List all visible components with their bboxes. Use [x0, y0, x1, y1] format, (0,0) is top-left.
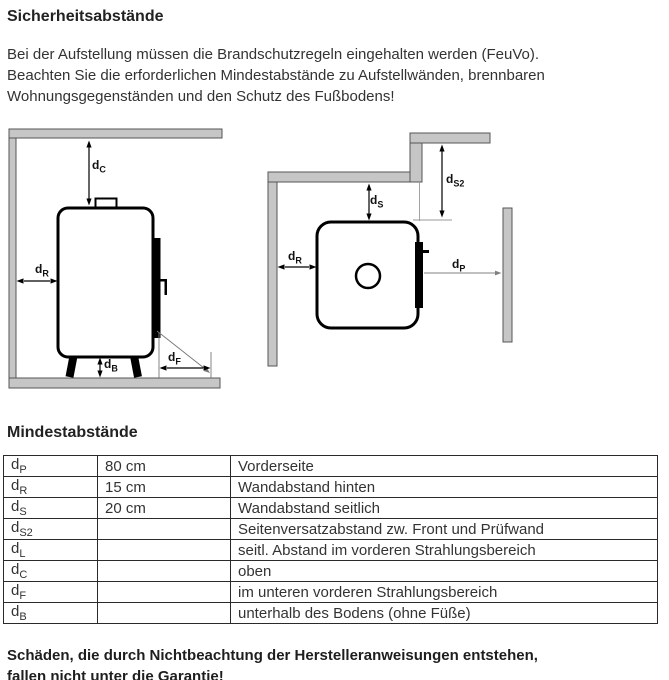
ds2-label: $d_{S2}$ — [446, 172, 465, 189]
floor — [9, 378, 220, 388]
value-cell — [98, 582, 231, 603]
min-distance-table — [3, 455, 657, 624]
test-wall — [503, 208, 512, 342]
symbol-cell: $d_L$ — [4, 540, 98, 561]
wall-rear — [268, 172, 277, 366]
table-row — [4, 477, 658, 498]
description-cell: Seitenversatzabstand zw. Front und Prüfwand — [231, 519, 658, 540]
stove-leg-left — [70, 356, 74, 377]
dc-label: $d_C$ — [92, 158, 106, 175]
table-row — [4, 561, 658, 582]
value-cell — [98, 519, 231, 540]
description-cell: Wandabstand hinten — [231, 477, 658, 498]
ds-label: $d_S$ — [370, 193, 384, 210]
description-cell: Wandabstand seitlich — [231, 498, 658, 519]
stove-front-view — [58, 208, 153, 357]
df-label: $d_F$ — [168, 350, 181, 367]
symbol-cell: $d_P$ — [4, 456, 98, 477]
symbol-cell: $d_C$ — [4, 561, 98, 582]
warning-line: Schäden, die durch Nichtbeachtung der Herstelleranweisungen entstehen, — [7, 647, 538, 664]
stove-door-top-view — [415, 242, 423, 308]
flue-outlet-circle — [356, 264, 380, 288]
symbol-cell: $d_F$ — [4, 582, 98, 603]
symbol-cell: $d_S$ — [4, 498, 98, 519]
top-view-diagram — [268, 133, 512, 366]
description-cell: unterhalb des Bodens (ohne Füße) — [231, 603, 658, 624]
table-row — [4, 540, 658, 561]
value-cell — [98, 540, 231, 561]
ds2-arrow — [439, 145, 444, 218]
front-view-diagram — [9, 129, 222, 388]
door-handle-top-view — [423, 250, 429, 253]
warranty-warning — [7, 645, 538, 680]
dr-label-front: $d_R$ — [35, 262, 49, 279]
symbol-cell: $d_B$ — [4, 603, 98, 624]
value-cell — [98, 561, 231, 582]
value-cell: 15 cm — [98, 477, 231, 498]
dp-label: $d_P$ — [452, 257, 466, 274]
symbol-cell: $d_{S2}$ — [4, 519, 98, 540]
radiation-diagonal — [157, 331, 207, 370]
description-cell: im unteren vorderen Strahlungsbereich — [231, 582, 658, 603]
wall-offset-upper — [410, 133, 490, 143]
wall-left — [9, 129, 16, 388]
intro-line: Wohnungsgegenständen und den Schutz des Fußbodens! — [7, 88, 395, 105]
stove-leg-right — [134, 356, 138, 377]
door-handle — [165, 279, 168, 295]
db-arrow — [97, 358, 102, 378]
value-cell — [98, 603, 231, 624]
section-heading: Mindestabstände — [7, 424, 138, 441]
value-cell: 80 cm — [98, 456, 231, 477]
db-label: $d_B$ — [104, 357, 118, 374]
description-cell: oben — [231, 561, 658, 582]
table-row — [4, 498, 658, 519]
table-row — [4, 582, 658, 603]
table-row — [4, 603, 658, 624]
table-row — [4, 456, 658, 477]
dr-label-top: $d_R$ — [288, 249, 302, 266]
page-title: Sicherheitsabstände — [7, 8, 164, 25]
warning-line: fallen nicht unter die Garantie! — [7, 668, 224, 680]
intro-line: Beachten Sie die erforderlichen Mindestabstände zu Aufstellwänden, brennbaren — [7, 67, 545, 84]
ceiling — [9, 129, 222, 138]
description-cell: seitl. Abstand im vorderen Strahlungsbereich — [231, 540, 658, 561]
value-cell: 20 cm — [98, 498, 231, 519]
table-row — [4, 519, 658, 540]
intro-line: Bei der Aufstellung müssen die Brandschutzregeln eingehalten werden (FeuVo). — [7, 46, 539, 63]
symbol-cell: $d_R$ — [4, 477, 98, 498]
wall-side — [268, 172, 422, 182]
stove-door — [154, 238, 161, 338]
dc-arrow — [86, 141, 91, 206]
description-cell: Vorderseite — [231, 456, 658, 477]
